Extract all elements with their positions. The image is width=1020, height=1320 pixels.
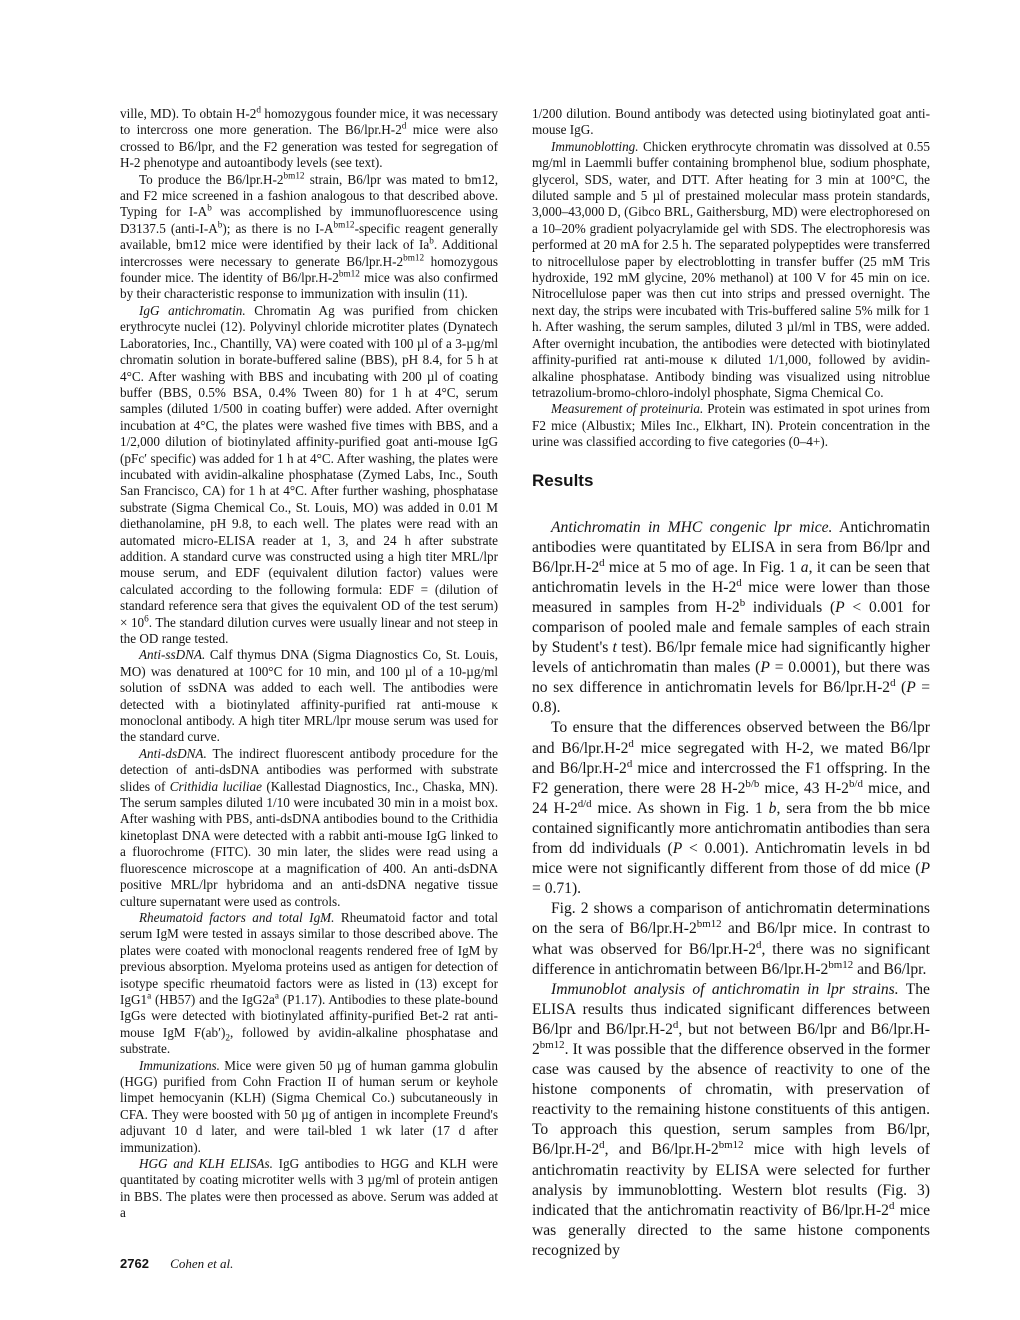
left-column-paragraph: ville, MD). To obtain H-2$^d$ homozygous founder mice, it was necessary to intercross one more generation. The B6/lpr.H-2$^d$ mice were also crossed to B6/lpr, and the F2 generation was tested for segregation of H-2 phenotype and autoantibody levels (see text). <box>120 104 498 171</box>
results-heading: Results <box>532 470 594 490</box>
results-paragraph: To ensure that the differences observed between the B6/lpr and B6/lpr.H-2$^d$ mice segregated with H-2, we mated B6/lpr and B6/lpr.H-2$^d$ mice and intercrossed the F1 offspring. In the F2 generation, there were 28 $H-2^{b/b}$ mice, 43 $H-2^{b/d}$ mice, and 24 $H-2^{d/d}$ mice. As shown in Fig. 1 b, sera from the bb mice contained significantly more antichromatin antibodies than sera from dd individuals (P < 0.001). Antichromatin levels in bd mice were not significantly different from those of dd mice (P = 0.71). <box>532 719 930 898</box>
left-column-paragraph: Immunizations. Mice were given 50 µg of human gamma globulin (HGG) purified from Cohn Fraction II of human serum or keyhole limpet hemocyanin (KLH) (Sigma Chemical Co.) subcutaneously in CFA. They were boosted with 50 µg of antigen in incomplete Freund's adjuvant 10 d later, and were tail-bled 1 wk later (17 d after immunization). <box>120 1057 498 1155</box>
methods-paragraph: Measurement of proteinuria. Protein was estimated in spot urines from F2 mice (Albustix; Miles Inc., Elkhart, IN). Protein concentration in the urine was classified according to five categories (0–4+). <box>532 401 930 450</box>
left-column-paragraph: Anti-dsDNA. The indirect fluorescent antibody procedure for the detection of anti-dsDNA antibodies was performed with substrate slides of Crithidia luciliae (Kallestad Diagnostics, Inc., Chaska, MN). The serum samples diluted 1/10 were incubated 30 min in a moist box. After washing with PBS, anti-dsDNA antibodies bound to the Crithidia kinetoplast DNA were detected with a rabbit anti-mouse IgG linked to a fluorochrome (FITC). 30 min later, the slides were read using a fluorescence microscope at a magnification of 400. An anti-dsDNA positive MRL/lpr hybridoma and an anti-dsDNA negative tissue culture supernatant were used as controls. <box>120 745 498 909</box>
methods-paragraph: Immunoblotting. Chicken erythrocyte chromatin was dissolved at 0.55 mg/ml in Laemmli buffer containing bromphenol blue, sodium phosphate, glycerol, SDS, water, and DTT. After heating for 3 min at 100°C, the diluted sample and 5 µl of prestained molecular mass protein standards, 3,000–43,000 D, (Gibco BRL, Gaithersburg, MD) were electrophoresed on a 10–20% gradient polyacrylamide gel with SDS. The electrophoresis was performed at 20 mA for 2.5 h. The separated polypeptides were transferred to nitrocellulose paper by electroblotting in transfer buffer (25 mM Tris hydroxide, 192 mM glycine, 20% methanol) at 100 V for 45 min on ice. Nitrocellulose paper was then cut into strips and pressed overnight. The next day, the strips were incubated with Tris-buffered saline 5% milk for 1 h. After washing, the serum samples, diluted 3 µl/ml in TBS, were added. After overnight incubation, the antibodies were detected with biotinylated affinity-purified rat anti-mouse κ diluted 1/1,000, followed by avidin-alkaline phosphatase. Antibody binding was visualized using nitroblue tetrazolium-bromo-chloro-indolyl phosphate, Sigma Chemical Co. <box>532 138 930 400</box>
left-column-paragraph: HGG and KLH ELISAs. IgG antibodies to HGG and KLH were quantitated by coating microtiter wells with 3 µg/ml of protein antigen in BBS. The plates were then processed as above. Serum was added at a <box>120 1156 498 1221</box>
page-number: 2762 <box>120 1256 149 1271</box>
methods-continued <box>532 106 930 451</box>
results-paragraph: Immunoblot analysis of antichromatin in lpr strains. The ELISA results thus indicated significant differences between B6/lpr and B6/lpr.H-2$^d$, but not between B6/lpr and $B6/lpr.H-2^{bm12}$. It was possible that the difference observed in the former case was caused by the absence of reactivity to one of the histone components of chromatin, with preservation of reactivity to the remaining histone constituents of this antigen. To approach this question, serum samples from B6/lpr, B6/lpr.H-2$^d$, and $B6/lpr.H-2^{bm12}$ mice with high levels of antichromatin reactivity by ELISA were selected for further analysis by immunoblotting. Western blot results (Fig. 3) indicated that the antichromatin reactivity of B6/lpr.H-2$^d$ mice was generally directed to the same histone components recognized by <box>532 980 931 1259</box>
results-section <box>532 518 930 1261</box>
methods-paragraph: 1/200 dilution. Bound antibody was detected using biotinylated goat anti-mouse IgG. <box>532 106 930 138</box>
left-column-paragraph: To produce the $B6/lpr.H-2^{bm12}$ strain, B6/lpr was mated to bm12, and F2 mice screened in a fashion analogous to that described above. Typing for $I-A^b$ was accomplished by immunofluorescence using D3137.5 $(anti-I-A^b)$; as there is no $I-A^{bm12}$-specific reagent generally available, bm12 mice were identified by their lack of Ia$^b$. Additional intercrosses were necessary to generate $B6/lpr.H-2^{bm12}$ homozygous founder mice. The identity of $B6/lpr.H-2^{bm12}$ mice was also confirmed by their characteristic response to immunization with insulin (11). <box>120 170 499 302</box>
results-paragraph: Antichromatin in MHC congenic lpr mice. Antichromatin antibodies were quantitated by ELISA in sera from B6/lpr and B6/lpr.H-2$^d$ mice at 5 mo of age. In Fig. 1 a, it can be seen that antichromatin levels in the H-2$^d$ mice were lower than those measured in samples from H-2$^b$ individuals (P < 0.001 for comparison of pooled male and female samples of each strain by Student's t test). B6/lpr female mice had significantly higher levels of antichromatin than males (P = 0.0001), but there was no sex difference in antichromatin levels for B6/lpr.H-2$^d$ (P = 0.8). <box>532 518 931 717</box>
results-paragraph: Fig. 2 shows a comparison of antichromatin determinations on the sera of $B6/lpr.H-2^{bm12}$ and B6/lpr mice. In contrast to what was observed for B6/lpr.H-2$^d$, there was no significant difference in antichromatin between $B6/lpr.H-2^{bm12}$ and B6/lpr. <box>532 900 930 978</box>
left-column-paragraph: Anti-ssDNA. Calf thymus DNA (Sigma Diagnostics Co, St. Louis, MO) was denatured at 100°C for 10 min, and 100 µl of a 10-µg/ml solution of ssDNA was added to each well. The antibodies were detected with a biotinylated affinity-purified rat anti-mouse κ monoclonal antibody. A high titer MRL/lpr mouse serum was used for the standard curve. <box>120 647 498 745</box>
right-column <box>532 106 930 1261</box>
running-author: Cohen et al. <box>170 1256 234 1271</box>
left-column <box>120 106 498 1222</box>
page-footer <box>120 1256 233 1272</box>
left-column-paragraph: IgG antichromatin. Chromatin Ag was purified from chicken erythrocyte nuclei (12). Polyvinyl chloride microtiter plates (Dynatech Laboratories, Inc., Chantilly, VA) were coated with 100 µl of a 3-µg/ml chromatin solution in borate-buffered saline (BBS), pH 8.4, for 5 h at 4°C. After washing with BBS and incubating with 200 µl of coating buffer (BBS, 0.5% BSA, 0.4% Tween 80) for 1 h at 4°C, serum samples (diluted 1/500 in coating buffer) were added. After overnight incubation at 4°C, the plates were washed five times with BBS, and a 1/2,000 dilution of biotinylated affinity-purified goat anti-mouse IgG (pFc′ specific) was added for 1 h at 4°C. After washing, the plates were incubated with avidin-alkaline phosphatase (Zymed Labs, Inc., South San Francisco, CA) for 1 h at 4°C. After further washing, phosphatase substrate (Sigma Chemical Co., St. Louis, MO) was added in 0.01 M diethanolamine, pH 9.8, to each well. The plates were read with an automated micro-ELISA reader at 1, 3, and 24 h after substrate addition. A standard curve was constructed using a high titer MRL/lpr mouse serum, and EDF (equivalent dilution factor) values were calculated according to the following formula: EDF = (dilution of standard reference sera that gives the equivalent OD of the test serum) × $10^6$. The standard dilution curves were usually linear and not steep in the OD range tested. <box>120 302 499 646</box>
left-column-paragraph: Rheumatoid factors and total IgM. Rheumatoid factor and total serum IgM were tested in assays similar to those described above. The plates were coated with monoclonal reagents rendered free of IgM by previous absorption. Myeloma proteins used as antigen for detection of isotype specific rheumatoid factors were as listed in (13) except for IgG1$^a$ (HB57) and the $IgG2a^a$ (P1.17). Antibodies to these plate-bound IgGs were detected with biotinylated affinity-purified Bet-2 rat anti-mouse IgM $F(ab')_2$, followed by avidin-alkaline phosphatase and substrate. <box>120 909 499 1057</box>
